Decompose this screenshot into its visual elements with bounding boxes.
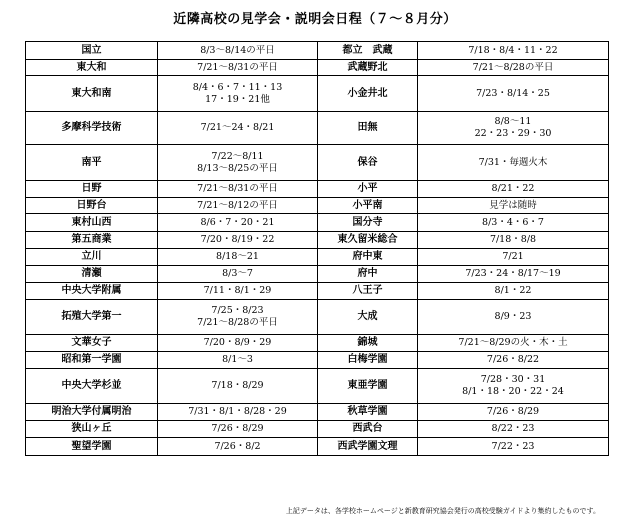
school-name-cell: 西武台 — [318, 421, 418, 438]
school-name-cell: 保谷 — [318, 145, 418, 181]
schedule-date-line: 7/25・8/23 — [211, 305, 264, 316]
table-row — [26, 352, 609, 369]
schedule-table — [25, 41, 609, 456]
school-name-cell: 明治大学付属明治 — [26, 404, 158, 421]
schedule-date-line: 22・23・29・30 — [474, 128, 552, 139]
schedule-date-cell — [418, 60, 609, 76]
school-name-cell: 小平南 — [318, 198, 418, 214]
school-name-cell: 小平 — [318, 181, 418, 198]
schedule-date-cell — [418, 335, 609, 352]
school-name-cell: 東大和 — [26, 60, 158, 76]
school-name-cell: 府中 — [318, 266, 418, 283]
school-name-cell: 西武学園文理 — [318, 438, 418, 456]
schedule-date-line: 7/18・8/29 — [211, 380, 264, 391]
schedule-date-line: 7/31・毎週火木 — [478, 156, 548, 168]
schedule-date-line: 7/26・8/22 — [486, 354, 540, 365]
schedule-date-line: 8/3～7 — [222, 268, 253, 279]
school-name-cell: 都立 武蔵 — [318, 42, 418, 60]
schedule-date-line: 7/26・8/29 — [211, 423, 264, 434]
schedule-date-line: 7/21～24・8/21 — [200, 122, 275, 133]
schedule-date-line: 7/11・8/1・29 — [203, 285, 272, 296]
schedule-date-line: 7/23・24・8/17～19 — [465, 268, 561, 279]
schedule-date-cell — [418, 404, 609, 421]
footnote: 上記データは、各学校ホームページと新教育研究協会発行の高校受験ガイドより集約したものです。 — [285, 507, 600, 515]
schedule-date-line: 7/21～8/31の平日 — [197, 183, 278, 194]
schedule-date-cell — [418, 369, 609, 404]
schedule-date-cell — [158, 112, 318, 145]
schedule-date-line: 8/18～21 — [216, 251, 259, 262]
school-name-cell: 聖望学園 — [26, 438, 158, 456]
schedule-date-cell — [158, 404, 318, 421]
schedule-date-cell — [158, 181, 318, 198]
schedule-date-cell — [418, 112, 609, 145]
school-name-cell: 錦城 — [318, 335, 418, 352]
school-name-cell: 国分寺 — [318, 214, 418, 232]
schedule-date-line: 7/21～8/28の平日 — [197, 317, 278, 328]
table-row — [26, 421, 609, 438]
schedule-date-cell — [418, 438, 609, 456]
schedule-date-cell — [418, 352, 609, 369]
schedule-date-line: 8/22・23 — [491, 423, 535, 434]
table-row — [26, 214, 609, 232]
school-name-cell: 第五商業 — [26, 232, 158, 249]
schedule-date-line: 8/1・18・20・22・24 — [462, 386, 564, 397]
table-row — [26, 232, 609, 249]
schedule-date-cell — [158, 421, 318, 438]
school-name-cell: 小金井北 — [318, 76, 418, 112]
schedule-date-cell — [158, 300, 318, 335]
table-row — [26, 438, 609, 456]
schedule-date-line: 7/18・8/4・11・22 — [468, 44, 558, 56]
table-row — [26, 266, 609, 283]
schedule-date-line: 7/21～8/29の火・木・土 — [458, 337, 568, 348]
school-name-cell: 府中東 — [318, 249, 418, 266]
schedule-date-line: 7/26・8/29 — [486, 406, 540, 417]
school-name-cell: 昭和第一学園 — [26, 352, 158, 369]
schedule-date-cell — [418, 232, 609, 249]
school-name-cell: 武蔵野北 — [318, 60, 418, 76]
schedule-date-line: 7/20・8/19・22 — [200, 234, 275, 245]
school-name-cell: 日野台 — [26, 198, 158, 214]
table-row — [26, 335, 609, 352]
school-name-cell: 拓殖大学第一 — [26, 300, 158, 335]
table-row — [26, 60, 609, 76]
school-name-cell: 大成 — [318, 300, 418, 335]
school-name-cell: 東亜学園 — [318, 369, 418, 404]
schedule-date-cell — [158, 369, 318, 404]
schedule-date-cell — [418, 145, 609, 181]
schedule-date-cell — [418, 76, 609, 112]
page-title: 近隣高校の見学会・説明会日程（７～８月分） — [173, 12, 457, 27]
schedule-date-line: 7/21～8/31の平日 — [197, 61, 278, 73]
schedule-date-cell — [158, 266, 318, 283]
schedule-date-line: 7/26・8/2 — [214, 440, 261, 452]
schedule-date-line: 7/31・8/1・8/28・29 — [188, 406, 287, 417]
schedule-date-line: 8/4・6・7・11・13 — [192, 81, 283, 93]
schedule-date-line: 7/21～8/12の平日 — [197, 199, 278, 211]
schedule-date-cell — [158, 60, 318, 76]
schedule-date-line: 7/21～8/28の平日 — [472, 61, 554, 73]
schedule-date-line: 7/20・8/9・29 — [203, 337, 272, 348]
schedule-date-line: 7/23・8/14・25 — [476, 87, 550, 99]
schedule-date-cell — [158, 335, 318, 352]
schedule-date-cell — [158, 76, 318, 112]
schedule-date-cell — [158, 145, 318, 181]
schedule-date-cell — [158, 198, 318, 214]
schedule-date-cell — [418, 198, 609, 214]
table-row — [26, 249, 609, 266]
schedule-date-cell — [418, 421, 609, 438]
school-name-cell: 東久留米総合 — [318, 232, 418, 249]
table-row — [26, 76, 609, 112]
schedule-table-body — [26, 42, 609, 456]
school-name-cell: 東大和南 — [26, 76, 158, 112]
school-name-cell: 中央大学杉並 — [26, 369, 158, 404]
schedule-date-line: 7/28・30・31 — [480, 374, 546, 385]
schedule-date-line: 8/1・22 — [494, 285, 532, 296]
schedule-date-cell — [158, 352, 318, 369]
school-name-cell: 国立 — [26, 42, 158, 60]
schedule-date-line: 7/22～8/11 — [211, 150, 264, 162]
schedule-date-line: 8/1～3 — [222, 354, 253, 365]
schedule-date-line: 8/3～8/14の平日 — [200, 44, 275, 56]
schedule-date-line: 8/9・23 — [494, 311, 532, 322]
table-row — [26, 300, 609, 335]
schedule-date-cell — [158, 214, 318, 232]
school-name-cell: 南平 — [26, 145, 158, 181]
schedule-date-cell — [158, 283, 318, 300]
school-name-cell: 白梅学園 — [318, 352, 418, 369]
school-name-cell: 秋草学園 — [318, 404, 418, 421]
schedule-date-line: 8/6・7・20・21 — [200, 216, 275, 228]
schedule-date-cell — [158, 42, 318, 60]
school-name-cell: 立川 — [26, 249, 158, 266]
schedule-date-cell — [158, 232, 318, 249]
table-row — [26, 112, 609, 145]
schedule-date-cell — [418, 214, 609, 232]
school-name-cell: 八王子 — [318, 283, 418, 300]
schedule-date-line: 8/21・22 — [491, 183, 535, 194]
schedule-date-line: 8/8～11 — [494, 116, 532, 127]
school-name-cell: 田無 — [318, 112, 418, 145]
schedule-date-line: 7/18・8/8 — [489, 234, 537, 245]
schedule-date-line: 8/3・4・6・7 — [482, 216, 544, 228]
schedule-date-cell — [158, 438, 318, 456]
school-name-cell: 東村山西 — [26, 214, 158, 232]
schedule-date-cell — [418, 42, 609, 60]
table-row — [26, 145, 609, 181]
table-row — [26, 404, 609, 421]
schedule-date-cell — [418, 249, 609, 266]
schedule-date-line: 7/21 — [502, 251, 524, 262]
school-name-cell: 清瀬 — [26, 266, 158, 283]
school-name-cell: 日野 — [26, 181, 158, 198]
table-row — [26, 283, 609, 300]
schedule-date-line: 8/13～8/25の平日 — [197, 162, 278, 174]
schedule-date-line: 17・19・21他 — [205, 93, 270, 105]
schedule-date-line: 見学は随時 — [489, 199, 537, 211]
schedule-date-cell — [418, 266, 609, 283]
table-row — [26, 42, 609, 60]
school-name-cell: 文華女子 — [26, 335, 158, 352]
schedule-date-cell — [158, 249, 318, 266]
table-row — [26, 198, 609, 214]
school-name-cell: 中央大学附属 — [26, 283, 158, 300]
school-name-cell: 多摩科学技術 — [26, 112, 158, 145]
schedule-date-line: 7/22・23 — [491, 440, 535, 452]
table-row — [26, 181, 609, 198]
table-row — [26, 369, 609, 404]
schedule-date-cell — [418, 283, 609, 300]
schedule-date-cell — [418, 181, 609, 198]
school-name-cell: 狭山ヶ丘 — [26, 421, 158, 438]
schedule-date-cell — [418, 300, 609, 335]
